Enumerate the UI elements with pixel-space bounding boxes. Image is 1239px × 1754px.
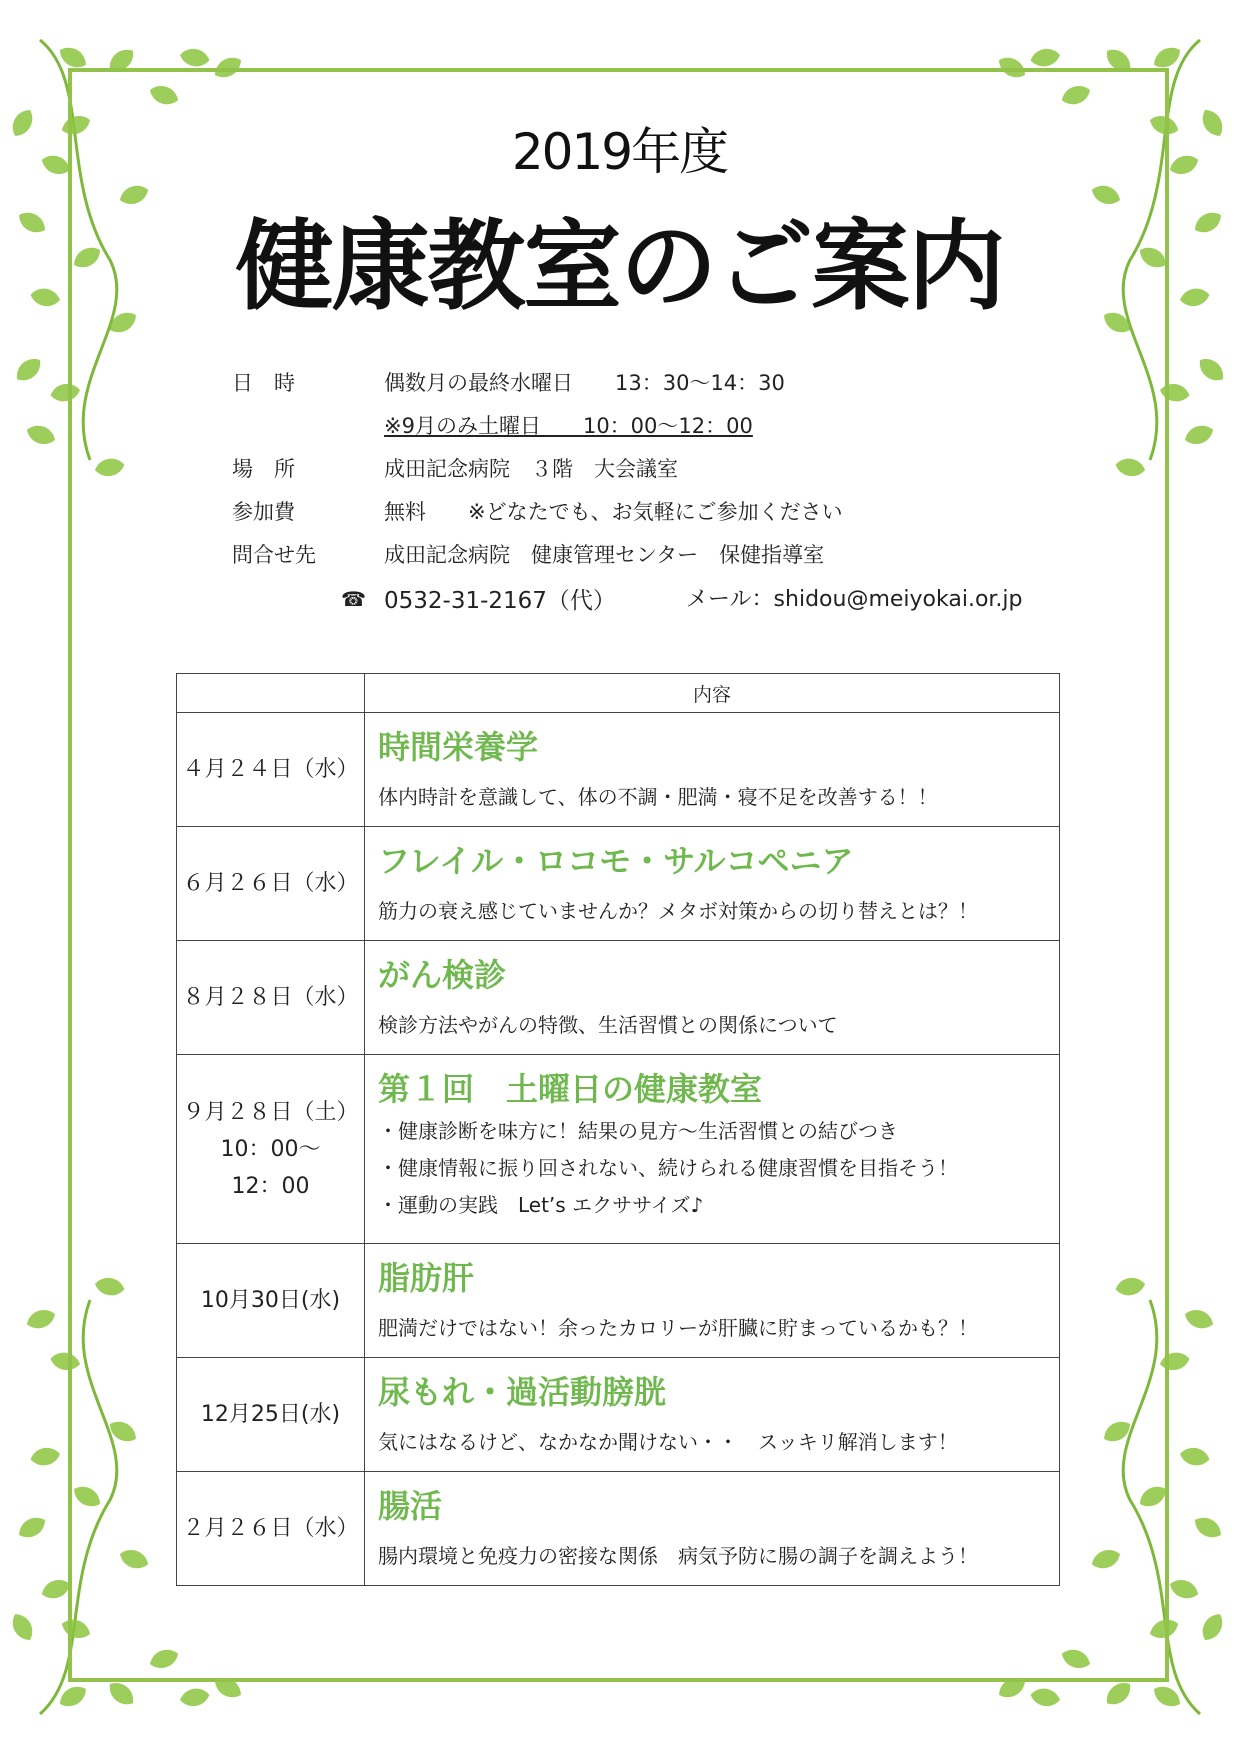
phone-number: 0532-31-2167（代）	[384, 588, 616, 614]
bullet-item: ・健康情報に振り回されない、続けられる健康習慣を目指そう！	[378, 1156, 958, 1180]
leaf-icon	[1029, 1686, 1061, 1708]
topic-description: 筋力の衰え感じていませんか？メタボ対策からの切り替えとは？！	[378, 899, 978, 923]
schedule-table	[176, 673, 1060, 1586]
leaf-icon	[179, 1686, 211, 1708]
topic-title: 第１回 土曜日の健康教室	[378, 1070, 763, 1108]
datetime-value: 偶数月の最終水曜日 13：30～14：30	[384, 371, 785, 395]
row-topic	[365, 1055, 1060, 1244]
page-year: 2019年度	[511, 123, 728, 181]
row-topic	[365, 1244, 1060, 1358]
row-topic	[365, 1358, 1060, 1472]
topic-description: 体内時計を意識して、体の不調・肥満・寝不足を改善する！！	[378, 785, 938, 809]
table-row	[177, 1244, 1060, 1358]
leaf-icon	[1191, 1513, 1226, 1543]
table-row	[177, 1055, 1060, 1244]
row-topic	[365, 827, 1060, 941]
contact-value: 成田記念病院 健康管理センター 保健指導室	[384, 543, 825, 567]
contact-label: 問合せ先	[232, 543, 316, 567]
phone-icon: ☎	[341, 587, 366, 611]
topic-description: 肥満だけではない！余ったカロリーが肝臓に貯まっているかも？！	[378, 1316, 978, 1340]
row-date: 12月25日(水)	[177, 1358, 365, 1472]
topic-title: 脂肪肝	[378, 1259, 475, 1297]
table-row	[177, 827, 1060, 941]
leaf-icon	[104, 1677, 138, 1709]
fee-value: 無料 ※どなたでも、お気軽にご参加ください	[384, 500, 843, 524]
table-row	[177, 941, 1060, 1055]
row-time-end: 12：00	[231, 1173, 310, 1199]
info-section	[0, 0, 1239, 640]
topic-title: 腸活	[378, 1487, 443, 1525]
row-date: ６月２６日（水）	[177, 827, 365, 941]
place-label: 場 所	[232, 457, 295, 481]
leaf-icon	[29, 1446, 61, 1468]
topic-description: 腸内環境と免疫力の密接な関係 病気予防に腸の調子を調えよう！	[378, 1544, 978, 1568]
leaf-icon	[1182, 1306, 1216, 1332]
leaf-icon	[1167, 1576, 1201, 1602]
leaf-icon	[24, 1306, 58, 1332]
row-topic	[365, 941, 1060, 1055]
contact-email: メール：shidou@meiyokai.or.jp	[686, 587, 1023, 612]
table-row	[177, 1358, 1060, 1472]
topic-bullets	[378, 1113, 1059, 1224]
topic-description: 気にはなるけど、なかなか聞けない・・ スッキリ解消します！	[378, 1430, 958, 1454]
row-topic	[365, 713, 1060, 827]
row-date: ８月２８日（水）	[177, 941, 365, 1055]
row-time-start: 10：00～	[220, 1136, 321, 1162]
table-header-row	[177, 674, 1060, 713]
row-date: 10月30日(水)	[177, 1244, 365, 1358]
bullet-item: ・健康診断を味方に！結果の見方～生活習慣との結びつき	[378, 1119, 898, 1143]
row-date: ９月２８日（土）	[182, 1099, 359, 1125]
topic-title: がん検診	[378, 956, 507, 994]
row-date: ４月２４日（水）	[177, 713, 365, 827]
datetime-note: ※9月のみ土曜日 10：00～12：00	[384, 414, 753, 438]
datetime-label: 日 時	[232, 371, 295, 395]
row-date: ２月２６日（水）	[177, 1472, 365, 1586]
leaf-icon	[15, 1513, 50, 1543]
topic-description: 検診方法やがんの特徴、生活習慣との関係について	[378, 1013, 838, 1037]
table-header-date	[177, 674, 365, 713]
table-row	[177, 713, 1060, 827]
fee-label: 参加費	[232, 500, 295, 524]
table-row	[177, 1472, 1060, 1586]
leaf-icon	[1198, 1610, 1228, 1645]
topic-title: 時間栄養学	[378, 728, 539, 766]
row-topic	[365, 1472, 1060, 1586]
leaf-icon	[1179, 1446, 1211, 1468]
row-date-cell	[177, 1055, 365, 1244]
bullet-item: ・運動の実践 Let’s エクササイズ♪	[378, 1193, 704, 1217]
place-value: 成田記念病院 ３階 大会議室	[384, 457, 678, 481]
page-title: 健康教室のご案内	[235, 210, 1004, 324]
leaf-icon	[1102, 1677, 1136, 1709]
topic-title: フレイル・ロコモ・サルコペニア	[378, 842, 854, 880]
leaf-icon	[8, 1610, 38, 1645]
table-header-content: 内容	[365, 674, 1060, 713]
topic-title: 尿もれ・過活動膀胱	[378, 1373, 667, 1411]
